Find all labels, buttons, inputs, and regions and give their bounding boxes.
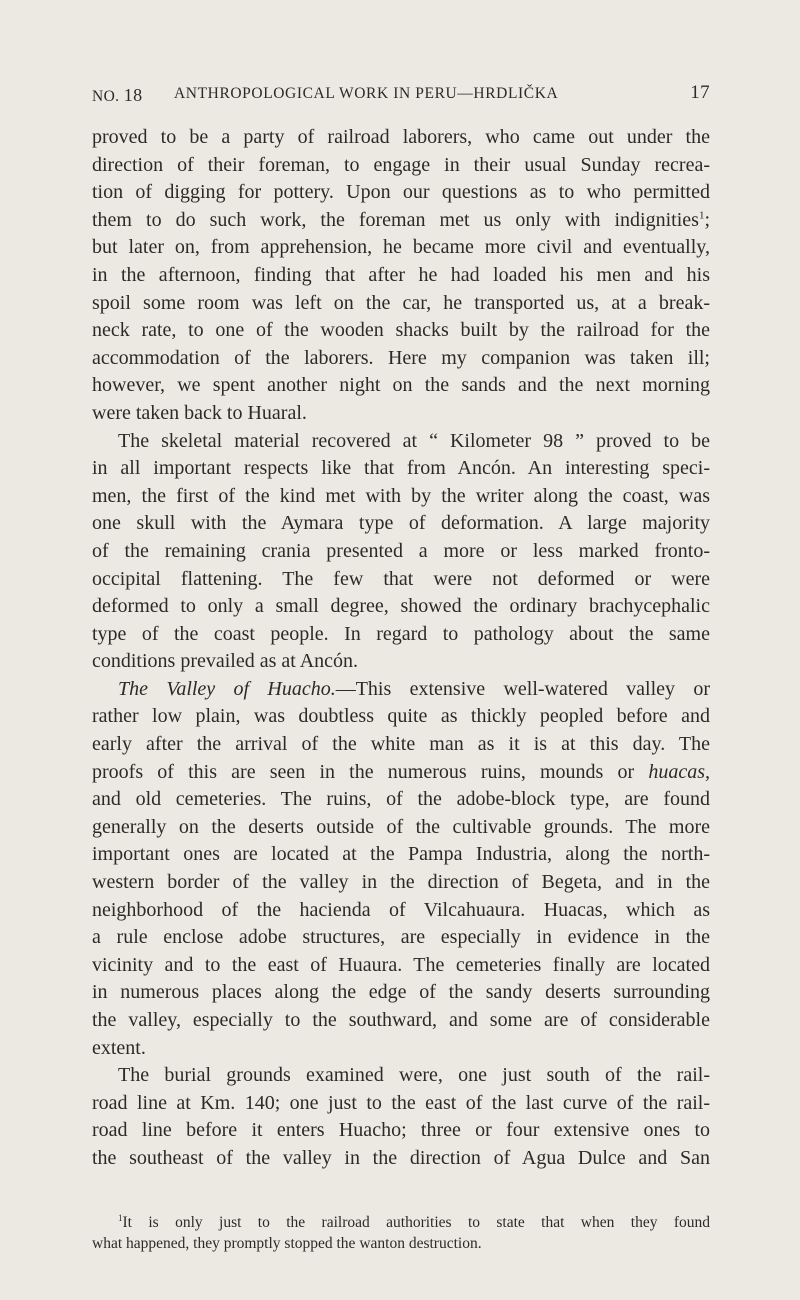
line-text: in numerous places along the edge of the sandy deserts surrounding <box>92 981 710 1004</box>
line-text: The burial grounds examined were, one just south of the rail- <box>118 1064 710 1087</box>
line-text: and old cemeteries. The ruins, of the adobe-block type, are found <box>92 788 710 811</box>
line-text: extent. <box>92 1036 146 1059</box>
line-text: western border of the valley in the direction of Begeta, and in the <box>92 871 710 894</box>
line-text: important ones are located at the Pampa Industria, along the north- <box>92 843 710 866</box>
line-text: the valley, especially to the southward, and some are of considerable <box>92 1009 710 1031</box>
line-text: early after the arrival of the white man as it is at this day. The <box>92 733 710 756</box>
text-line <box>92 1062 710 1090</box>
line-text: in all important respects like that from Ancón. An interesting speci- <box>92 457 710 480</box>
line-text: direction of their foreman, to engage in their usual Sunday recrea- <box>92 153 710 176</box>
text-line <box>92 1145 710 1173</box>
line-text: one skull with the Aymara type of deformation. A large majority <box>92 512 710 535</box>
text-line <box>92 1090 710 1118</box>
text-line <box>92 262 710 290</box>
footnote-marker: 1 <box>118 1212 123 1223</box>
text-line <box>92 179 710 207</box>
footnote-text: what happened, they promptly stopped the wanton destruction. <box>92 1235 482 1252</box>
text-line <box>92 676 710 704</box>
footnote-line <box>92 1233 710 1254</box>
text-line <box>92 428 710 456</box>
text-line <box>92 455 710 483</box>
text-line <box>92 234 710 262</box>
footnote-text: It is only just to the railroad authorities to state that when they found <box>122 1214 710 1231</box>
running-title: ANTHROPOLOGICAL WORK IN PERU—HRDLIČKA <box>174 85 559 102</box>
line-text: the southeast of the valley in the direction of Agua Dulce and San <box>92 1146 710 1169</box>
line-text: a rule enclose adobe structures, are especially in evidence in the <box>92 926 710 949</box>
text-line <box>92 124 710 152</box>
line-text: neighborhood of the hacienda of Vilcahuaura. Huacas, which as <box>92 898 710 921</box>
line-text: The skeletal material recovered at “ Kilometer 98 ” proved to be <box>118 429 710 452</box>
line-text: road line before it enters Huacho; three or four extensive ones to <box>92 1119 710 1142</box>
text-line <box>92 566 710 594</box>
line-text: proved to be a party of railroad laborers, who came out under the <box>92 126 710 148</box>
text-line <box>92 814 710 842</box>
line-text-tail: ; <box>704 208 710 231</box>
line-text: accommodation of the laborers. Here my companion was taken ill; <box>92 346 710 369</box>
text-line <box>92 648 710 676</box>
italic-term: huacas, <box>648 760 710 783</box>
footnote-reference: 1 <box>698 209 705 222</box>
text-line <box>92 290 710 318</box>
line-text: spoil some room was left on the car, he transported us, at a break- <box>92 291 710 314</box>
series-number-value: 18 <box>123 85 143 105</box>
text-line <box>92 317 710 345</box>
line-text: men, the first of the kind met with by the writer along the coast, was <box>92 484 710 507</box>
line-text: deformed to only a small degree, showed the ordinary brachycephalic <box>92 595 710 618</box>
line-text: —This extensive well-watered valley or <box>335 677 711 700</box>
text-line <box>92 869 710 897</box>
section-heading: The Valley of Huacho. <box>118 677 336 700</box>
text-line <box>92 731 710 759</box>
text-line <box>92 483 710 511</box>
text-line <box>92 621 710 649</box>
line-text: but later on, from apprehension, he became more civil and eventually, <box>92 236 710 259</box>
text-line <box>92 703 710 731</box>
text-line <box>92 345 710 373</box>
line-text: vicinity and to the east of Huaura. The cemeteries finally are located <box>92 953 710 976</box>
text-line <box>92 538 710 566</box>
line-text: were taken back to Huaral. <box>92 401 307 424</box>
text-line <box>92 952 710 980</box>
line-text: occipital flattening. The few that were not deformed or were <box>92 567 710 590</box>
line-text: type of the coast people. In regard to pathology about the same <box>92 622 710 645</box>
line-text: generally on the deserts outside of the cultivable grounds. The more <box>92 815 710 838</box>
text-line <box>92 372 710 400</box>
text-line <box>92 207 710 235</box>
text-line <box>92 979 710 1007</box>
line-text: neck rate, to one of the wooden shacks built by the railroad for the <box>92 319 710 342</box>
text-line <box>92 1035 710 1063</box>
series-number-prefix: NO. <box>92 88 120 105</box>
running-head <box>92 82 710 108</box>
body-text <box>92 124 710 1173</box>
line-text: of the remaining crania presented a more or less marked fronto- <box>92 539 710 562</box>
line-text: rather low plain, was doubtless quite as thickly peopled before and <box>92 705 710 728</box>
text-line <box>92 897 710 925</box>
line-text: in the afternoon, finding that after he had loaded his men and his <box>92 263 710 286</box>
text-line <box>92 1007 710 1035</box>
line-text: tion of digging for pottery. Upon our questions as to who permitted <box>92 181 710 204</box>
text-line <box>92 786 710 814</box>
line-text: proofs of this are seen in the numerous ruins, mounds or <box>92 760 649 783</box>
line-text: however, we spent another night on the sands and the next morning <box>92 374 710 397</box>
text-line <box>92 924 710 952</box>
line-text: them to do such work, the foreman met us only with indignities <box>92 208 699 231</box>
page-number: 17 <box>690 82 710 103</box>
text-line <box>92 1117 710 1145</box>
text-line <box>92 510 710 538</box>
text-line <box>92 841 710 869</box>
footnote <box>92 1212 710 1254</box>
footnote-line <box>92 1212 710 1233</box>
line-text: road line at Km. 140; one just to the east of the last curve of the rail- <box>92 1091 710 1114</box>
text-line <box>92 593 710 621</box>
line-text: conditions prevailed as at Ancón. <box>92 650 359 673</box>
text-line <box>92 152 710 180</box>
text-line <box>92 400 710 428</box>
series-number <box>92 85 143 106</box>
text-line <box>92 759 710 787</box>
